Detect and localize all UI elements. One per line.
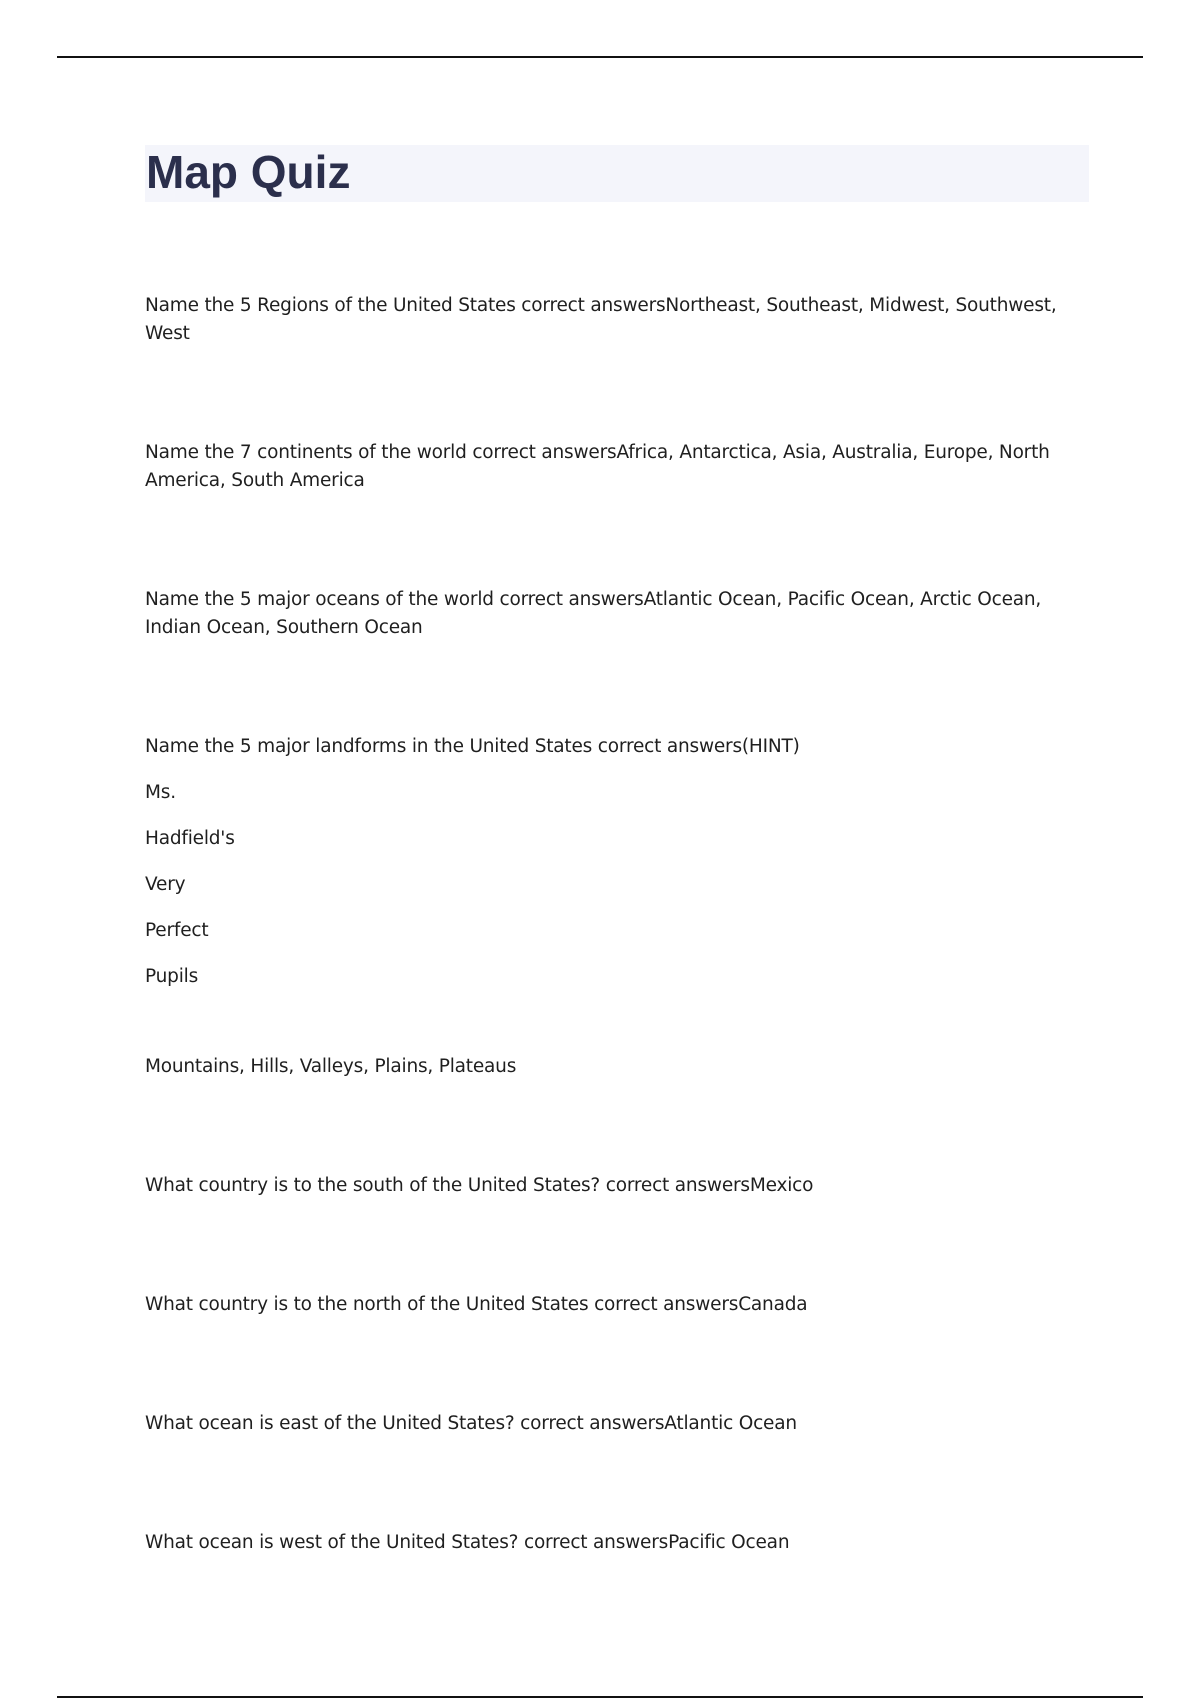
spacer [145, 1319, 1065, 1410]
quiz-item-east-ocean: What ocean is east of the United States? correct answersAtlantic Ocean [145, 1413, 797, 1434]
quiz-item-regions: Name the 5 Regions of the United States correct answersNortheast, Southeast, Midwest, Southwest, West [145, 295, 1057, 344]
spacer [145, 642, 1065, 733]
hint-line: Very [145, 874, 186, 895]
quiz-item-south-country: What country is to the south of the United States? correct answersMexico [145, 1175, 814, 1196]
quiz-item-west-ocean: What ocean is west of the United States? correct answersPacific Ocean [145, 1532, 790, 1553]
quiz-content [145, 292, 1065, 1557]
spacer [145, 1438, 1065, 1529]
bottom-rule [57, 1696, 1143, 1698]
hint-line: Perfect [145, 920, 209, 941]
spacer [145, 1009, 1065, 1053]
quiz-item-continents: Name the 7 continents of the world correct answersAfrica, Antarctica, Asia, Australia, Europe, North America, South America [145, 442, 1050, 491]
hint-line: Pupils [145, 966, 199, 987]
spacer [145, 1081, 1065, 1172]
hint-line: Ms. [145, 782, 176, 803]
page-title: Map Quiz [146, 146, 351, 198]
spacer [145, 1200, 1065, 1291]
spacer [145, 348, 1065, 439]
hint-line: Hadfield's [145, 828, 235, 849]
quiz-item-north-country: What country is to the north of the United States correct answersCanada [145, 1294, 808, 1315]
quiz-item-oceans: Name the 5 major oceans of the world correct answersAtlantic Ocean, Pacific Ocean, Arctic Ocean, Indian Ocean, Southern Ocean [145, 589, 1042, 638]
landforms-answer: Mountains, Hills, Valleys, Plains, Plateaus [145, 1056, 517, 1077]
top-rule [57, 56, 1143, 58]
spacer [145, 495, 1065, 586]
quiz-item-landforms: Name the 5 major landforms in the United States correct answers(HINT) [145, 736, 800, 757]
